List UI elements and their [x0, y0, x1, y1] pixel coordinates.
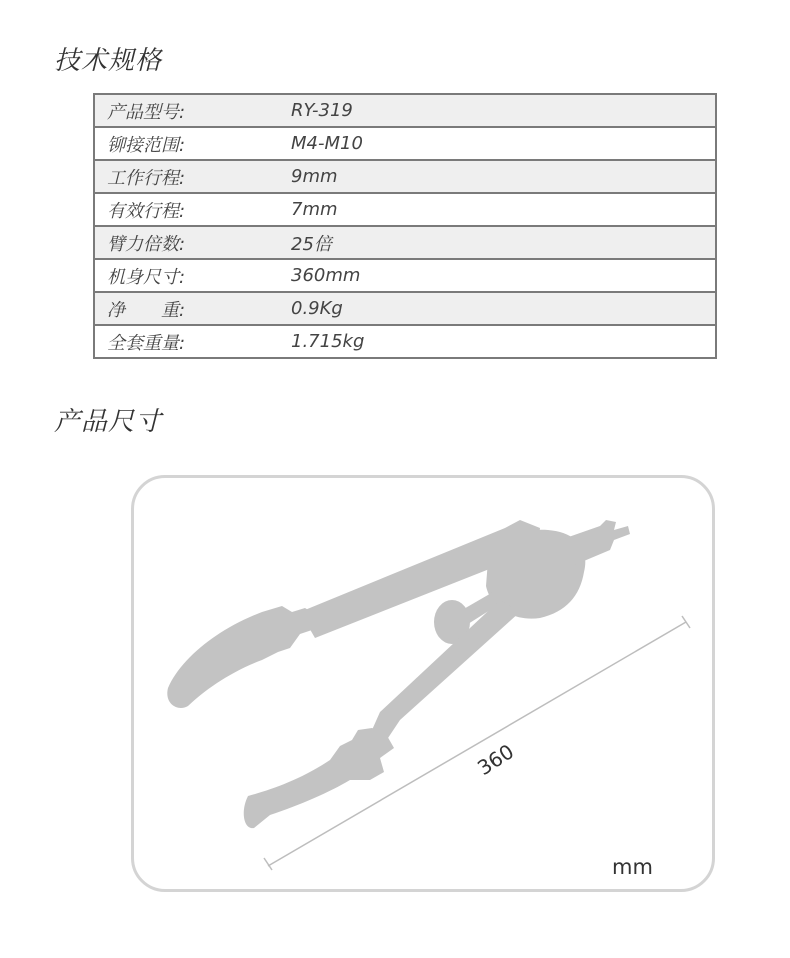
spec-value: 1.715kg [287, 325, 716, 358]
spec-label: 产品型号: [94, 94, 287, 127]
spec-value: 360mm [287, 259, 716, 292]
spec-label: 铆接范围: [94, 127, 287, 160]
spec-value: 9mm [287, 160, 716, 193]
spec-value: 7mm [287, 193, 716, 226]
spec-label: 机身尺寸: [94, 259, 287, 292]
spec-label: 有效行程: [94, 193, 287, 226]
spec-value: 0.9Kg [287, 292, 716, 325]
spec-value: 25倍 [287, 226, 716, 259]
spec-label: 工作行程: [94, 160, 287, 193]
spec-value: RY-319 [287, 94, 716, 127]
spec-value: M4-M10 [287, 127, 716, 160]
spec-label: 臂力倍数: [94, 226, 287, 259]
spec-label: 净 重: [94, 292, 287, 325]
dimension-unit-label: mm [612, 855, 653, 879]
spec-label: 全套重量: [94, 325, 287, 358]
dimension-line [264, 616, 690, 870]
specs-title: 技术规格 [54, 46, 163, 76]
dimension-length-label: 360 [473, 739, 519, 781]
rivet-tool-silhouette [167, 520, 630, 828]
dimensions-title: 产品尺寸 [54, 407, 163, 437]
